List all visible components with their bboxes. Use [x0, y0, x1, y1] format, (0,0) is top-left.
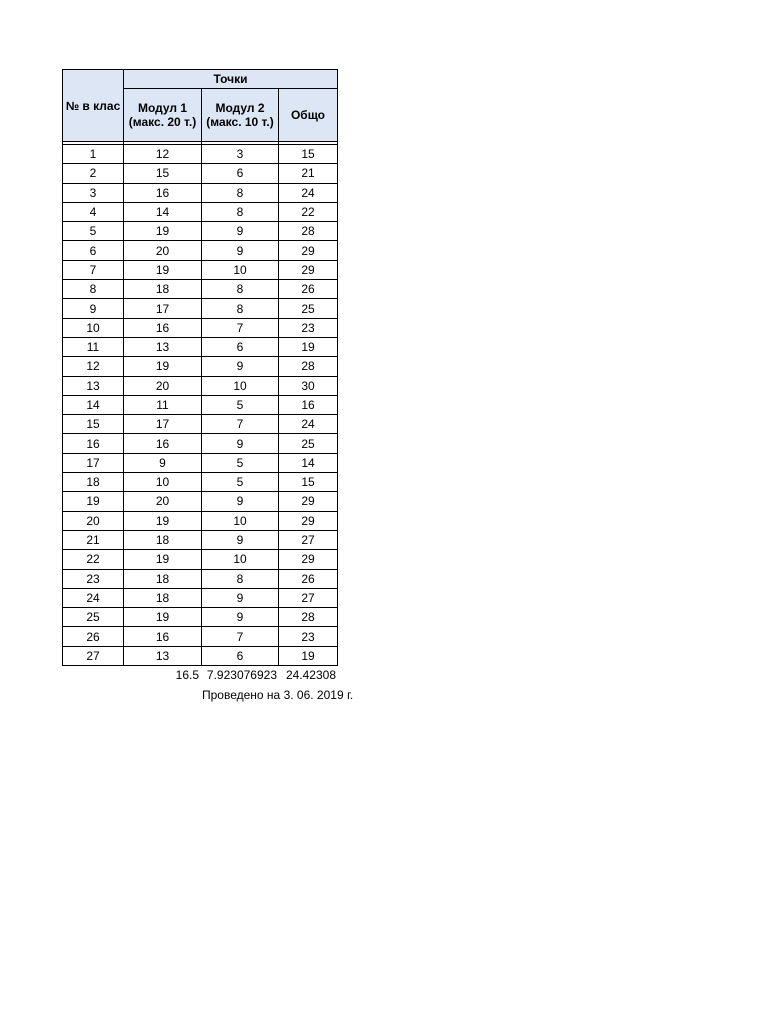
cell-module1: 16 — [124, 318, 202, 337]
cell-module2: 10 — [202, 376, 279, 395]
cell-total: 25 — [279, 434, 338, 453]
date-note: Проведено на 3. 06. 2019 г. — [202, 688, 354, 702]
cell-module1: 20 — [124, 376, 202, 395]
table-row — [63, 511, 338, 530]
cell-total: 28 — [279, 222, 338, 241]
table-row — [63, 395, 338, 414]
header-total: Общо — [279, 89, 338, 142]
cell-total: 29 — [279, 511, 338, 530]
cell-class-number: 17 — [63, 453, 124, 472]
header-module1: Модул 1 (макс. 20 т.) — [124, 89, 202, 142]
header-module2: Модул 2 (макс. 10 т.) — [202, 89, 279, 142]
cell-module1: 20 — [124, 492, 202, 511]
average-module1: 16.5 — [175, 668, 199, 682]
cell-class-number: 18 — [63, 473, 124, 492]
cell-class-number: 2 — [63, 164, 124, 183]
table-row — [63, 627, 338, 646]
table-row — [63, 646, 338, 665]
table-row — [63, 473, 338, 492]
cell-module2: 9 — [202, 588, 279, 607]
cell-module1: 18 — [124, 530, 202, 549]
cell-class-number: 21 — [63, 530, 124, 549]
table-row — [63, 183, 338, 202]
cell-module2: 9 — [202, 241, 279, 260]
cell-class-number: 20 — [63, 511, 124, 530]
cell-class-number: 1 — [63, 145, 124, 164]
cell-total: 16 — [279, 395, 338, 414]
cell-class-number: 25 — [63, 608, 124, 627]
cell-class-number: 15 — [63, 415, 124, 434]
average-module2: 7.923076923 — [206, 668, 277, 682]
cell-module1: 10 — [124, 473, 202, 492]
cell-class-number: 26 — [63, 627, 124, 646]
cell-class-number: 8 — [63, 280, 124, 299]
cell-total: 26 — [279, 280, 338, 299]
cell-class-number: 24 — [63, 588, 124, 607]
cell-module1: 11 — [124, 395, 202, 414]
cell-module2: 3 — [202, 145, 279, 164]
table-row — [63, 569, 338, 588]
cell-module2: 9 — [202, 357, 279, 376]
cell-total: 15 — [279, 145, 338, 164]
cell-total: 22 — [279, 202, 338, 221]
table-row — [63, 318, 338, 337]
spreadsheet — [62, 69, 338, 666]
cell-class-number: 3 — [63, 183, 124, 202]
cell-total: 21 — [279, 164, 338, 183]
cell-total: 29 — [279, 260, 338, 279]
averages-row — [62, 668, 337, 684]
cell-module2: 10 — [202, 260, 279, 279]
cell-total: 26 — [279, 569, 338, 588]
cell-total: 28 — [279, 608, 338, 627]
cell-module2: 9 — [202, 222, 279, 241]
cell-module1: 19 — [124, 511, 202, 530]
header-points-group: Точки — [124, 70, 338, 89]
cell-total: 27 — [279, 588, 338, 607]
cell-module1: 16 — [124, 434, 202, 453]
cell-class-number: 6 — [63, 241, 124, 260]
cell-module2: 5 — [202, 473, 279, 492]
cell-module2: 10 — [202, 511, 279, 530]
cell-module1: 18 — [124, 588, 202, 607]
cell-total: 15 — [279, 473, 338, 492]
cell-module2: 8 — [202, 280, 279, 299]
cell-module1: 19 — [124, 550, 202, 569]
cell-module2: 8 — [202, 299, 279, 318]
table-row — [63, 164, 338, 183]
cell-module1: 13 — [124, 337, 202, 356]
cell-total: 27 — [279, 530, 338, 549]
table-row — [63, 299, 338, 318]
table-row — [63, 415, 338, 434]
cell-module1: 14 — [124, 202, 202, 221]
table-row — [63, 222, 338, 241]
cell-module1: 12 — [124, 145, 202, 164]
cell-module1: 19 — [124, 608, 202, 627]
table-row — [63, 453, 338, 472]
cell-module2: 5 — [202, 395, 279, 414]
cell-module1: 13 — [124, 646, 202, 665]
cell-module2: 7 — [202, 415, 279, 434]
cell-module2: 6 — [202, 164, 279, 183]
cell-class-number: 7 — [63, 260, 124, 279]
cell-module2: 5 — [202, 453, 279, 472]
cell-total: 23 — [279, 627, 338, 646]
cell-module1: 18 — [124, 569, 202, 588]
cell-module2: 7 — [202, 318, 279, 337]
cell-class-number: 9 — [63, 299, 124, 318]
cell-total: 29 — [279, 550, 338, 569]
table-row — [63, 492, 338, 511]
cell-module2: 8 — [202, 183, 279, 202]
cell-module1: 15 — [124, 164, 202, 183]
cell-total: 29 — [279, 492, 338, 511]
cell-total: 24 — [279, 183, 338, 202]
table-row — [63, 550, 338, 569]
average-total: 24.42308 — [285, 668, 336, 682]
cell-module1: 20 — [124, 241, 202, 260]
table-row — [63, 530, 338, 549]
cell-module2: 10 — [202, 550, 279, 569]
table-row — [63, 357, 338, 376]
cell-module2: 6 — [202, 337, 279, 356]
table-row — [63, 588, 338, 607]
cell-class-number: 23 — [63, 569, 124, 588]
cell-class-number: 14 — [63, 395, 124, 414]
table-row — [63, 376, 338, 395]
cell-class-number: 12 — [63, 357, 124, 376]
cell-module1: 16 — [124, 627, 202, 646]
cell-class-number: 27 — [63, 646, 124, 665]
cell-class-number: 11 — [63, 337, 124, 356]
cell-total: 19 — [279, 337, 338, 356]
cell-total: 23 — [279, 318, 338, 337]
cell-module1: 9 — [124, 453, 202, 472]
header-class-number: № в клас — [63, 70, 124, 142]
table-row — [63, 145, 338, 164]
cell-module2: 9 — [202, 530, 279, 549]
cell-total: 29 — [279, 241, 338, 260]
cell-class-number: 19 — [63, 492, 124, 511]
cell-module2: 7 — [202, 627, 279, 646]
cell-module1: 17 — [124, 299, 202, 318]
cell-module1: 19 — [124, 260, 202, 279]
table-row — [63, 260, 338, 279]
table-row — [63, 608, 338, 627]
cell-module1: 19 — [124, 222, 202, 241]
cell-class-number: 16 — [63, 434, 124, 453]
cell-module2: 8 — [202, 569, 279, 588]
table-body — [63, 142, 338, 666]
cell-total: 25 — [279, 299, 338, 318]
cell-total: 19 — [279, 646, 338, 665]
cell-module1: 16 — [124, 183, 202, 202]
cell-total: 28 — [279, 357, 338, 376]
scores-table — [62, 69, 338, 666]
cell-module2: 9 — [202, 492, 279, 511]
cell-class-number: 10 — [63, 318, 124, 337]
cell-class-number: 22 — [63, 550, 124, 569]
cell-module1: 18 — [124, 280, 202, 299]
cell-class-number: 13 — [63, 376, 124, 395]
cell-total: 14 — [279, 453, 338, 472]
cell-module2: 8 — [202, 202, 279, 221]
table-row — [63, 202, 338, 221]
table-row — [63, 337, 338, 356]
cell-module1: 17 — [124, 415, 202, 434]
table-row — [63, 434, 338, 453]
table-row — [63, 280, 338, 299]
cell-class-number: 5 — [63, 222, 124, 241]
cell-module2: 6 — [202, 646, 279, 665]
cell-module1: 19 — [124, 357, 202, 376]
table-row — [63, 241, 338, 260]
cell-module2: 9 — [202, 434, 279, 453]
cell-module2: 9 — [202, 608, 279, 627]
cell-total: 24 — [279, 415, 338, 434]
cell-class-number: 4 — [63, 202, 124, 221]
cell-total: 30 — [279, 376, 338, 395]
